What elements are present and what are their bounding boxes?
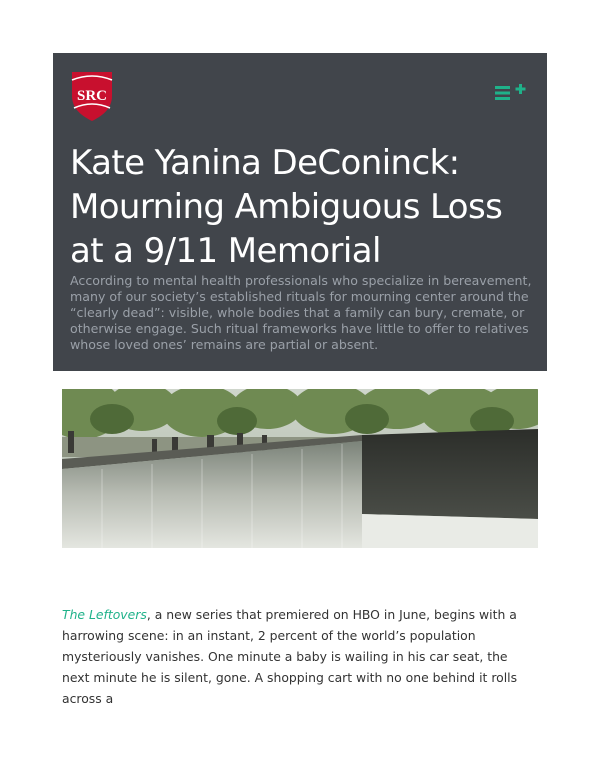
page-title: Kate Yanina DeConinck: Mourning Ambiguous Loss at a 9/11 Memorial [70,143,503,271]
article-summary: According to mental health professionals who specialize in bereavement, many of our society’s established rituals for mourning center around the “clearly dead”: visible, whole bodies that a family can bury, cremate, or otherwise engage. Such ritual frameworks have little to offer to relatives whose loved ones’ remains are partial or absent. [70,273,532,352]
memorial-photo [62,389,538,548]
article-intro [62,604,538,709]
article-header [53,53,547,371]
show-title-link[interactable]: The Leftovers [62,607,147,622]
article-intro-text: , a new series that premiered on HBO in June, begins with a harrowing scene: in an instant, 2 percent of the world’s population mysteriously vanishes. One minute a baby is wailing in his car seat, the next minute he is silent, gone. A shopping cart with no one behind it rolls across a [62,607,518,706]
logo-text: SRC [76,88,108,104]
src-shield-logo[interactable] [70,70,114,122]
hamburger-plus-icon[interactable] [495,83,529,101]
